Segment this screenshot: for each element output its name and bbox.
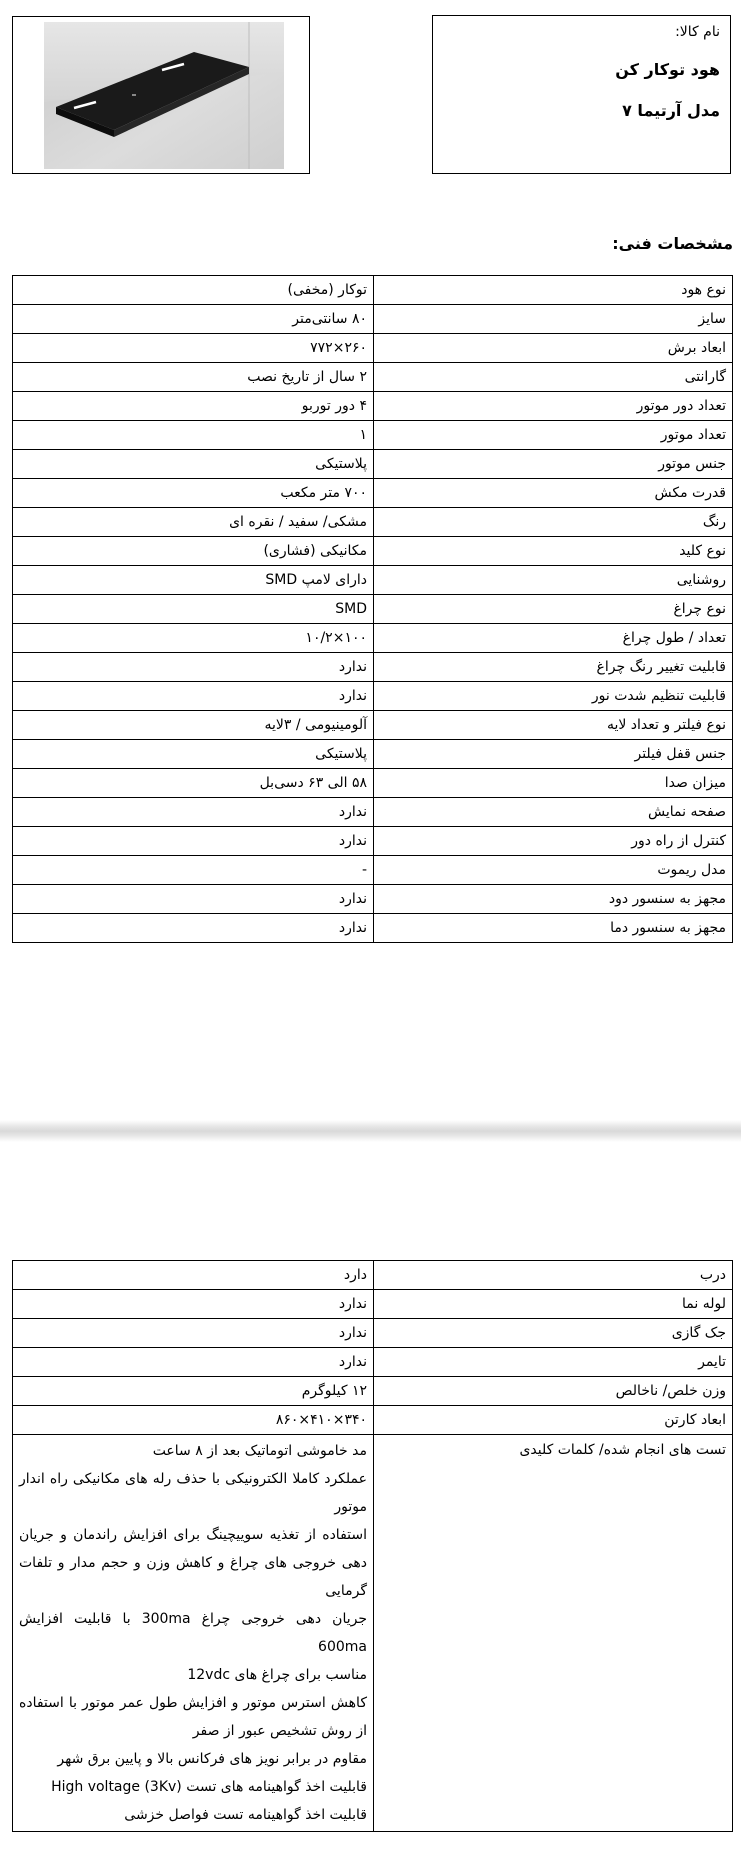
test-note-item: قابلیت اخذ گواهینامه تست فواصل خزشی xyxy=(124,1807,367,1823)
spec-label: تعداد / طول چراغ xyxy=(374,624,733,653)
spec-value: SMD xyxy=(13,595,374,624)
spec-value: توکار (مخفی) xyxy=(13,276,374,305)
spec-label: مجهز به سنسور دما xyxy=(374,914,733,943)
table-row xyxy=(13,595,733,624)
test-note-item: جریان دهی خروجی چراغ 300ma با قابلیت افزایش 600ma xyxy=(19,1611,367,1655)
spec-label: تعداد موتور xyxy=(374,421,733,450)
spec-value: آلومینیومی / ۳لایه xyxy=(13,711,374,740)
spec-label: جک گازی xyxy=(374,1319,733,1348)
spec-value: ندارد xyxy=(13,1348,374,1377)
table-row xyxy=(13,450,733,479)
spec-label: مدل ریموت xyxy=(374,856,733,885)
spec-label: جنس موتور xyxy=(374,450,733,479)
spec-value: مکانیکی (فشاری) xyxy=(13,537,374,566)
spec-label: گارانتی xyxy=(374,363,733,392)
spec-label: درب xyxy=(374,1261,733,1290)
technical-specs-title: مشخصات فنی: xyxy=(612,234,733,253)
spec-label: مجهز به سنسور دود xyxy=(374,885,733,914)
table-row xyxy=(13,1319,733,1348)
spec-label: سایز xyxy=(374,305,733,334)
table-row xyxy=(13,363,733,392)
table-row xyxy=(13,508,733,537)
spec-value: دارای لامپ SMD xyxy=(13,566,374,595)
spec-value: ۱۲ کیلوگرم xyxy=(13,1377,374,1406)
table-row xyxy=(13,566,733,595)
spec-label: ابعاد کارتن xyxy=(374,1406,733,1435)
table-row xyxy=(13,827,733,856)
spec-value: ۳۴۰×۴۱۰×۸۶۰ xyxy=(13,1406,374,1435)
table-row xyxy=(13,682,733,711)
spec-value: ۲ سال از تاریخ نصب xyxy=(13,363,374,392)
table-row xyxy=(13,769,733,798)
spec-value: پلاستیکی xyxy=(13,450,374,479)
product-image-frame xyxy=(12,16,310,174)
spec-value: ۴ دور توربو xyxy=(13,392,374,421)
product-name-label: نام کالا: xyxy=(675,24,720,40)
product-name: هود توکار کن xyxy=(615,60,720,79)
product-model: مدل آرتیما ۷ xyxy=(622,101,720,120)
test-note-item: قابلیت اخذ گواهینامه های تست High voltage (3Kv) xyxy=(51,1779,367,1795)
table-row xyxy=(13,334,733,363)
product-info-box xyxy=(432,15,731,174)
table-row xyxy=(13,421,733,450)
spec-value: ۲۶۰×۷۷۲ xyxy=(13,334,374,363)
table-row xyxy=(13,885,733,914)
table-row xyxy=(13,624,733,653)
spec-label: تعداد دور موتور xyxy=(374,392,733,421)
table-row xyxy=(13,1406,733,1435)
table-row xyxy=(13,1261,733,1290)
spec-label: کنترل از راه دور xyxy=(374,827,733,856)
table-row xyxy=(13,1348,733,1377)
spec-label: میزان صدا xyxy=(374,769,733,798)
spec-value: ۵۸ الی ۶۳ دسی‌بل xyxy=(13,769,374,798)
spec-label: روشنایی xyxy=(374,566,733,595)
spec-value: ۷۰۰ متر مکعب xyxy=(13,479,374,508)
spec-label: قدرت مکش xyxy=(374,479,733,508)
test-note-item: کاهش استرس موتور و افزایش طول عمر موتور با استفاده از روش تشخیص عبور از صفر xyxy=(19,1695,367,1739)
spec-label: نوع چراغ xyxy=(374,595,733,624)
spec-value: - xyxy=(13,856,374,885)
spec-label: تایمر xyxy=(374,1348,733,1377)
table-row xyxy=(13,392,733,421)
table-row xyxy=(13,305,733,334)
table-row xyxy=(13,537,733,566)
spec-value: ندارد xyxy=(13,1319,374,1348)
spec-value: مشکی/ سفید / نقره ای xyxy=(13,508,374,537)
specs-table-continued xyxy=(12,1260,733,1832)
test-note-item: مد خاموشی اتوماتیک بعد از ۸ ساعت xyxy=(152,1443,367,1459)
spec-label: رنگ xyxy=(374,508,733,537)
tests-notes xyxy=(13,1435,374,1832)
tests-label: تست های انجام شده/ کلمات کلیدی xyxy=(374,1435,733,1832)
table-row xyxy=(13,1377,733,1406)
test-note-item: مقاوم در برابر نویز های فرکانس بالا و پایین برق شهر xyxy=(57,1751,367,1767)
spec-value: ندارد xyxy=(13,827,374,856)
test-note-item: مناسب برای چراغ های 12vdc xyxy=(187,1667,367,1683)
spec-label: صفحه نمایش xyxy=(374,798,733,827)
table-row-tests xyxy=(13,1435,733,1832)
spec-value: ندارد xyxy=(13,682,374,711)
table-row xyxy=(13,740,733,769)
built-in-hood-photo xyxy=(44,22,284,169)
table-row xyxy=(13,653,733,682)
spec-label: نوع فیلتر و تعداد لایه xyxy=(374,711,733,740)
table-row xyxy=(13,1290,733,1319)
spec-value: ندارد xyxy=(13,653,374,682)
document-page-2 xyxy=(0,1142,741,1866)
spec-label: نوع هود xyxy=(374,276,733,305)
spec-value: دارد xyxy=(13,1261,374,1290)
spec-value: پلاستیکی xyxy=(13,740,374,769)
test-note-item: استفاده از تغذیه سوییچینگ برای افزایش راندمان و جریان دهی خروجی های چراغ و کاهش وزن و حجم مدار و تلفات گرمایی xyxy=(19,1527,367,1599)
spec-value: ۱ xyxy=(13,421,374,450)
table-row xyxy=(13,711,733,740)
spec-label: قابلیت تنظیم شدت نور xyxy=(374,682,733,711)
specs-table xyxy=(12,275,733,943)
table-row xyxy=(13,479,733,508)
spec-value: ۸۰ سانتی‌متر xyxy=(13,305,374,334)
table-row xyxy=(13,276,733,305)
spec-label: نوع کلید xyxy=(374,537,733,566)
spec-label: ابعاد برش xyxy=(374,334,733,363)
page-separator xyxy=(0,1120,741,1142)
spec-label: لوله نما xyxy=(374,1290,733,1319)
table-row xyxy=(13,798,733,827)
table-row xyxy=(13,914,733,943)
spec-label: وزن خلص/ ناخالص xyxy=(374,1377,733,1406)
spec-value: ۱۰۰×۱۰/۲ xyxy=(13,624,374,653)
spec-label: جنس قفل فیلتر xyxy=(374,740,733,769)
spec-value: ندارد xyxy=(13,1290,374,1319)
spec-value: ندارد xyxy=(13,914,374,943)
spec-label: قابلیت تغییر رنگ چراغ xyxy=(374,653,733,682)
spec-value: ندارد xyxy=(13,798,374,827)
spec-value: ندارد xyxy=(13,885,374,914)
table-row xyxy=(13,856,733,885)
test-note-item: عملکرد کاملا الکترونیکی با حذف رله های مکانیکی راه اندار موتور xyxy=(19,1471,367,1515)
